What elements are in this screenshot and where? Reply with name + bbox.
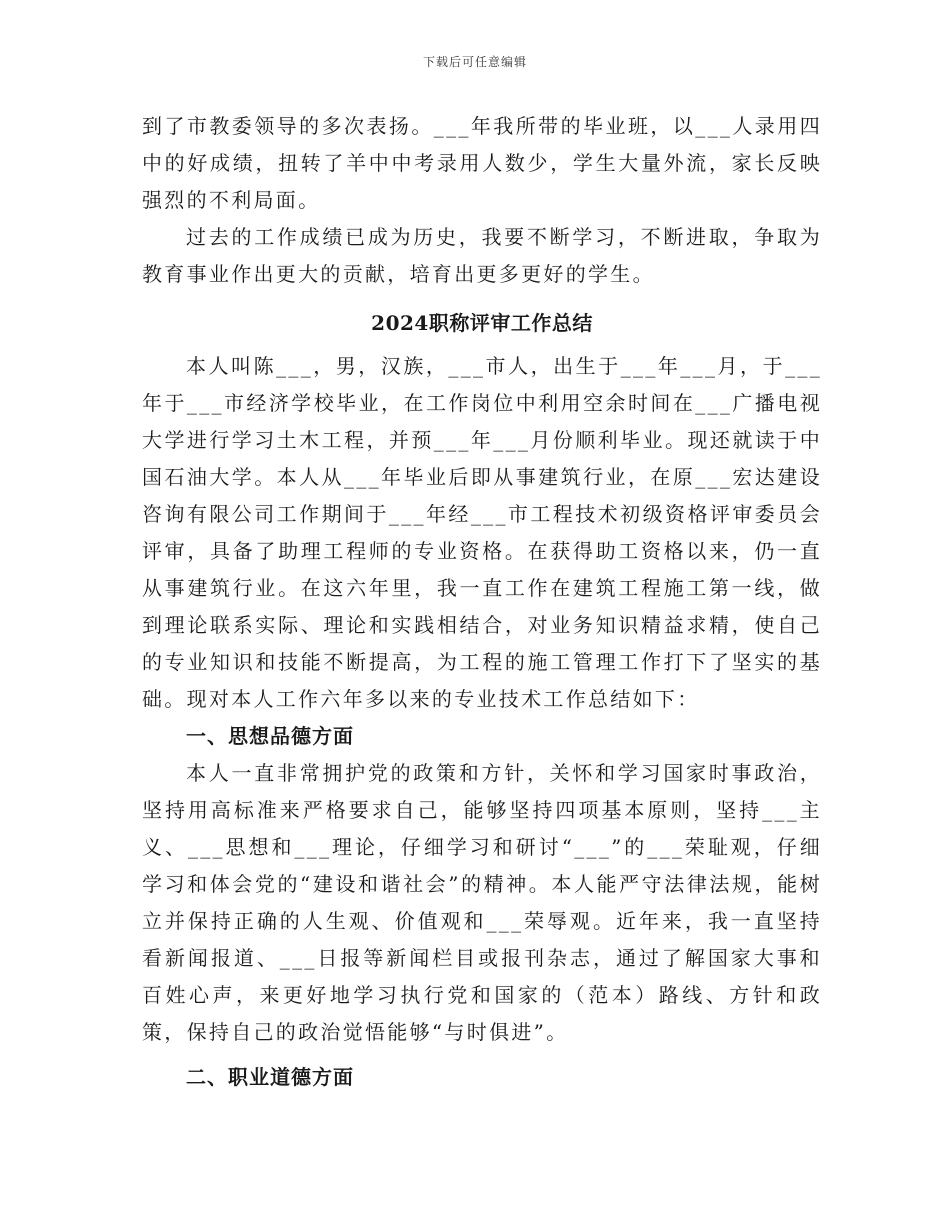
paragraph-intro-1: 到了市教委领导的多次表扬。___年我所带的毕业班，以___人录用四中的好成绩，扭转了羊中中考录用人数少，学生大量外流，家长反映强烈的不利局面。 [142, 114, 822, 212]
section-title: 2024职称评审工作总结 [371, 311, 593, 335]
heading-professional-ethics: 二、职业道德方面 [186, 1065, 354, 1089]
heading-ideology: 一、思想品德方面 [186, 724, 354, 748]
paragraph-section-2: 本人一直非常拥护党的政策和方针，关怀和学习国家时事政治，坚持用高标准来严格要求自己，能够坚持四项基本原则，坚持___主义、___思想和___理论，仔细学习和研讨“___”的___荣耻观，仔细学习和体会党的“建设和谐社会”的精神。本人能严守法律法规，能树立并保持正确的人生观、价值观和___荣辱观。近年来，我一直坚持看新闻报道、___日报等新闻栏目或报刊杂志，通过了解国家大事和百姓心声，来更好地学习执行党和国家的（范本）路线、方针和政策，保持自己的政治觉悟能够“与时俱进”。 [142, 761, 822, 1044]
page-header: 下载后可任意编辑 [422, 55, 527, 69]
paragraph-intro-2: 过去的工作成绩已成为历史，我要不断学习，不断进取，争取为教育事业作出更大的贡献，培育出更多更好的学生。 [142, 225, 822, 286]
paragraph-section-1: 本人叫陈___，男，汉族，___市人，出生于___年___月，于___年于___市经济学校毕业，在工作岗位中利用空余时间在___广播电视大学进行学习土木工程，并预___年___月份顺利毕业。现还就读于中国石油大学。本人从___年毕业后即从事建筑行业，在原___宏达建设咨询有限公司工作期间于___年经___市工程技术初级资格评审委员会评审，具备了助理工程师的专业资格。在获得助工资格以来，仍一直从事建筑行业。在这六年里，我一直工作在建筑工程施工第一线，做到理论联系实际、理论和实践相结合，对业务知识精益求精，使自己的专业知识和技能不断提高，为工程的施工管理工作打下了坚实的基础。现对本人工作六年多以来的专业技术工作总结如下： [142, 354, 822, 711]
document-body [142, 108, 822, 1096]
